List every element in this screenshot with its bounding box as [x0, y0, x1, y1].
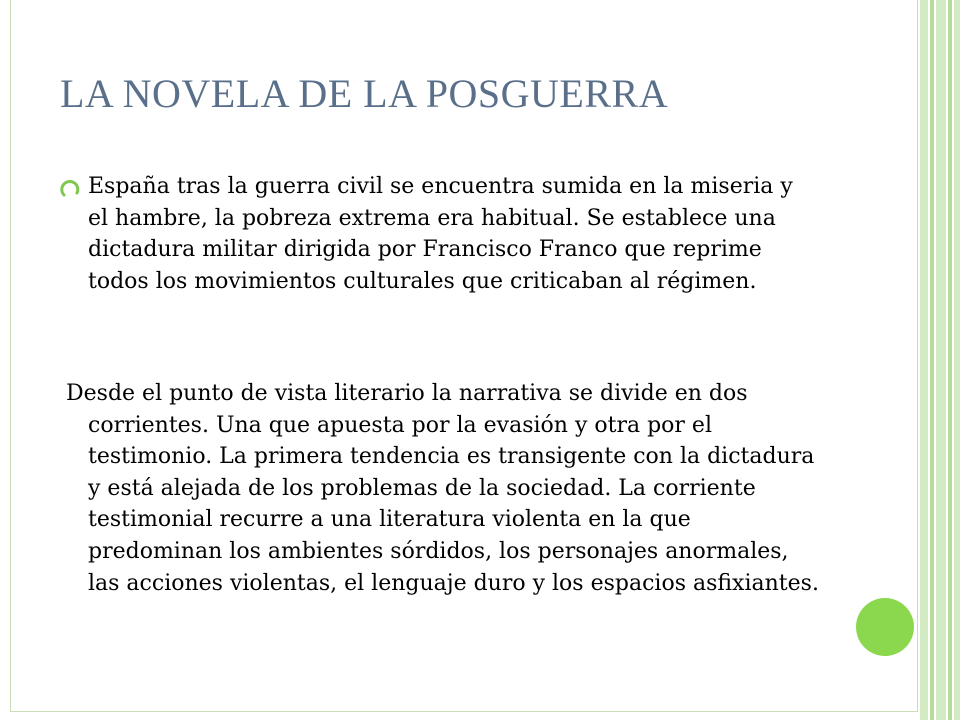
stripe-5: [954, 0, 960, 720]
bullet-ring-icon: [60, 178, 82, 200]
stripe-3: [936, 0, 946, 720]
stripe-1: [920, 0, 928, 720]
green-circle-decoration: [856, 598, 914, 656]
slide-title: LA NOVELA DE LA POSGUERRA: [60, 71, 669, 116]
bullet-text: España tras la guerra civil se encuentra sumida en la miseria y el hambre, la pobreza extrema era habitual. Se establece una dictadura militar dirigida por Francisco Franco que reprime todos los movimientos culturales que criticaban al régimen.: [88, 174, 793, 294]
body-paragraph: [62, 378, 822, 599]
stripe-4: [948, 0, 952, 720]
stripe-2: [930, 0, 934, 720]
body-text: Desde el punto de vista literario la narrativa se divide en dos corrientes. Una que apuesta por la evasión y otra por el testimonio. La primera tendencia es transigente con la dictadura y está alejada de los problemas de la sociedad. La corriente testimonial recurre a una literatura violenta en la que predominan los ambientes sórdidos, los personajes anormales, las acciones violentas, el lenguaje duro y los espacios asfixiantes.: [66, 381, 819, 596]
bullet-item: [58, 171, 818, 297]
